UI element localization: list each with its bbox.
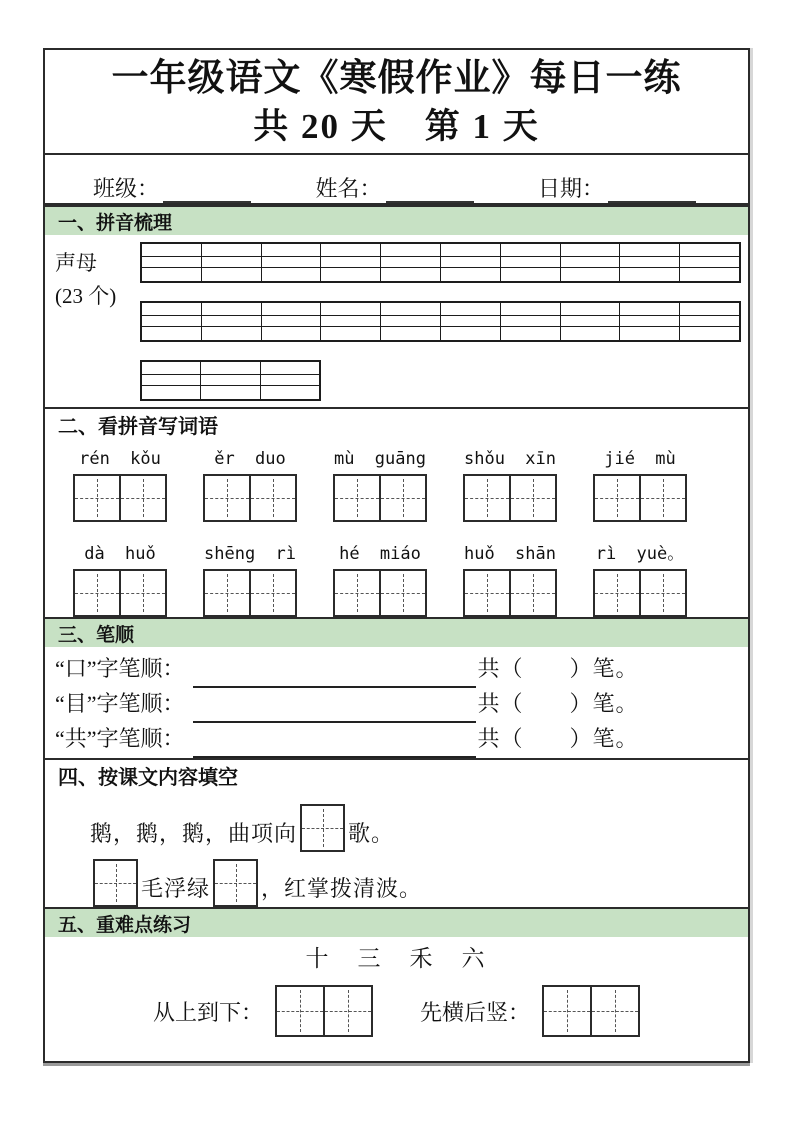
pinyin-grid-cell[interactable] <box>680 244 739 256</box>
writing-box <box>333 569 427 617</box>
pinyin-grid-cell[interactable] <box>262 303 322 315</box>
name-label: 姓名： <box>315 176 382 201</box>
pinyin-label: rén kǒu <box>79 449 161 469</box>
pinyin-grid-cell[interactable] <box>142 244 202 256</box>
section-text-fill <box>45 758 748 907</box>
pinyin-grid-cell[interactable] <box>201 375 260 385</box>
pinyin-word-row-1 <box>45 448 748 522</box>
pinyin-grid-cell[interactable] <box>441 316 501 326</box>
pinyin-grid-cell[interactable] <box>561 268 621 281</box>
student-info-row <box>45 155 748 205</box>
date-label: 日期： <box>537 176 604 201</box>
pinyin-grid-cell[interactable] <box>680 327 739 340</box>
pinyin-label: shǒu xīn <box>464 449 556 469</box>
pinyin-label: rì yuè。 <box>595 544 685 564</box>
pinyin-grid-cell[interactable] <box>142 327 202 340</box>
writing-cell[interactable] <box>121 571 165 615</box>
writing-box <box>73 569 167 617</box>
class-field <box>93 165 251 203</box>
writing-cell[interactable] <box>121 476 165 520</box>
pinyin-grid-cell[interactable] <box>202 257 262 267</box>
name-blank[interactable] <box>386 181 474 203</box>
pinyin-grid-cell[interactable] <box>142 375 201 385</box>
practice-item-top-to-bottom <box>153 985 373 1037</box>
section-pinyin-review <box>45 205 748 407</box>
section-key-practice <box>45 907 748 1037</box>
pinyin-grid-cell[interactable] <box>620 244 680 256</box>
pinyin-grid-cell[interactable] <box>441 303 501 315</box>
stroke-order-list <box>45 647 748 758</box>
section1-header: 一、拼音梳理 <box>45 207 748 235</box>
class-blank[interactable] <box>163 181 251 203</box>
pinyin-word-group <box>73 448 167 522</box>
section5-header: 五、重难点练习 <box>45 909 748 937</box>
writing-cell[interactable] <box>592 987 638 1035</box>
writing-cell[interactable] <box>511 571 555 615</box>
pinyin-label: hé miáo <box>339 544 421 564</box>
writing-cell[interactable] <box>381 571 425 615</box>
stroke-answer-line[interactable] <box>193 686 476 723</box>
stroke-answer-line[interactable] <box>193 651 476 688</box>
pinyin-word-group <box>73 543 167 617</box>
writing-cell[interactable] <box>325 987 371 1035</box>
pinyin-grid-cell[interactable] <box>321 303 381 315</box>
section-stroke-order <box>45 617 748 758</box>
pinyin-grid-cell[interactable] <box>201 362 260 374</box>
pinyin-grid-cell[interactable] <box>261 362 319 374</box>
initials-label-count: (23 个) <box>55 284 117 308</box>
writing-cell[interactable] <box>335 571 381 615</box>
pinyin-grid-cell[interactable] <box>262 316 322 326</box>
writing-cell[interactable] <box>251 571 295 615</box>
pinyin-grid-cell[interactable] <box>262 244 322 256</box>
pinyin-grid-cell[interactable] <box>441 327 501 340</box>
writing-box <box>593 569 687 617</box>
section4-header: 四、按课文内容填空 <box>45 760 748 791</box>
pinyin-grid-cell[interactable] <box>561 316 621 326</box>
pinyin-grid-cell[interactable] <box>501 257 561 267</box>
initials-label-title: 声母 <box>55 251 97 275</box>
stroke-order-item <box>55 686 748 721</box>
stroke-order-item <box>55 651 748 686</box>
pinyin-word-group <box>463 448 557 522</box>
section2-header: 二、看拼音写词语 <box>45 409 748 440</box>
practice-item-horizontal-first <box>420 985 640 1037</box>
pinyin-grid-cell[interactable] <box>620 268 680 281</box>
pinyin-grid-cell[interactable] <box>620 316 680 326</box>
pinyin-grid-cell[interactable] <box>561 257 621 267</box>
name-field <box>315 165 473 203</box>
practice-label: 先横后竖： <box>420 999 531 1025</box>
pinyin-grid-cell[interactable] <box>381 244 441 256</box>
pinyin-grid-cell[interactable] <box>620 257 680 267</box>
class-label: 班级： <box>93 176 160 201</box>
pinyin-label: dà huǒ <box>84 544 156 564</box>
pinyin-label: shēng rì <box>204 544 296 564</box>
pinyin-grid-cell[interactable] <box>321 257 381 267</box>
pinyin-label: ěr duo <box>214 449 286 469</box>
pinyin-grid-cell[interactable] <box>501 303 561 315</box>
worksheet-page <box>43 48 750 1063</box>
pinyin-grid-cell[interactable] <box>142 303 202 315</box>
pinyin-grid-cell[interactable] <box>561 327 621 340</box>
pinyin-grid-1 <box>140 242 741 283</box>
practice-label: 从上到下： <box>152 999 263 1025</box>
pinyin-grid-cell[interactable] <box>381 268 441 281</box>
pinyin-grid-2 <box>140 301 741 342</box>
pinyin-grid-cell[interactable] <box>680 316 739 326</box>
section3-header: 三、笔顺 <box>45 619 748 647</box>
date-blank[interactable] <box>608 181 696 203</box>
fill-text: ，红掌拨清波。 <box>261 875 423 901</box>
writing-cell[interactable] <box>595 571 641 615</box>
pinyin-grid-cell[interactable] <box>381 327 441 340</box>
pinyin-grid-cell[interactable] <box>501 244 561 256</box>
fill-text: 毛浮绿 <box>141 875 211 901</box>
stroke-count-suffix: 共（ ）笔。 <box>477 691 639 716</box>
writing-cell[interactable] <box>205 571 251 615</box>
pinyin-grid-cell[interactable] <box>381 316 441 326</box>
writing-cell[interactable] <box>205 476 251 520</box>
writing-box <box>463 474 557 522</box>
writing-cell[interactable] <box>75 571 121 615</box>
pinyin-grid-cell[interactable] <box>202 303 262 315</box>
writing-box <box>203 569 297 617</box>
pinyin-word-row-2 <box>45 543 748 617</box>
fill-box <box>300 804 345 852</box>
stroke-prefix: “目”字笔顺： <box>55 691 185 716</box>
pinyin-grid-cell[interactable] <box>142 257 202 267</box>
pinyin-grid-cell[interactable] <box>381 303 441 315</box>
section1-content <box>45 235 748 407</box>
pinyin-grid-cell[interactable] <box>561 303 621 315</box>
pinyin-grid-cell[interactable] <box>501 327 561 340</box>
writing-box <box>203 474 297 522</box>
writing-cell[interactable] <box>465 571 511 615</box>
pinyin-grid-3 <box>140 360 321 401</box>
writing-box <box>73 474 167 522</box>
pinyin-word-group <box>593 543 687 617</box>
fill-box <box>93 859 138 907</box>
pinyin-grid-cell[interactable] <box>561 244 621 256</box>
writing-cell[interactable] <box>595 476 641 520</box>
pinyin-grid-cell[interactable] <box>261 386 319 399</box>
stroke-count-suffix: 共（ ）笔。 <box>477 656 639 681</box>
pinyin-grid-cell[interactable] <box>201 386 260 399</box>
date-field <box>538 165 696 203</box>
pinyin-grid-cell[interactable] <box>142 386 201 399</box>
pinyin-grid-cell[interactable] <box>142 362 201 374</box>
practice-row <box>45 985 748 1037</box>
writing-cell[interactable] <box>641 571 685 615</box>
pinyin-word-group <box>203 448 297 522</box>
writing-cell[interactable] <box>215 861 256 905</box>
writing-box <box>333 474 427 522</box>
writing-cell[interactable] <box>511 476 555 520</box>
pinyin-word-group <box>203 543 297 617</box>
section-pinyin-words <box>45 407 748 617</box>
worksheet-title: 一年级语文《寒假作业》每日一练 <box>111 58 682 99</box>
writing-cell[interactable] <box>95 861 136 905</box>
pinyin-grid-cell[interactable] <box>262 327 322 340</box>
pinyin-grid-cell[interactable] <box>381 257 441 267</box>
pinyin-grid-cell[interactable] <box>321 244 381 256</box>
writing-cell[interactable] <box>465 476 511 520</box>
pinyin-grid-cell[interactable] <box>142 268 202 281</box>
pinyin-word-group <box>463 543 557 617</box>
pinyin-grid-cell[interactable] <box>321 327 381 340</box>
pinyin-grid-cell[interactable] <box>680 303 739 315</box>
pinyin-word-group <box>333 543 427 617</box>
pinyin-grid-cell[interactable] <box>441 268 501 281</box>
writing-box <box>593 474 687 522</box>
writing-cell[interactable] <box>302 806 343 850</box>
writing-cell[interactable] <box>641 476 685 520</box>
stroke-prefix: “口”字笔顺： <box>55 656 185 681</box>
pinyin-word-group <box>333 448 427 522</box>
writing-box <box>463 569 557 617</box>
writing-cell[interactable] <box>335 476 381 520</box>
pinyin-grid-cell[interactable] <box>262 257 322 267</box>
stroke-order-item <box>55 721 748 756</box>
pinyin-grid-cell[interactable] <box>261 375 319 385</box>
fill-box <box>213 859 258 907</box>
pinyin-grid-cell[interactable] <box>680 268 739 281</box>
worksheet-subtitle: 共 20 天 第 1 天 <box>253 107 540 146</box>
pinyin-grid-cell[interactable] <box>202 244 262 256</box>
practice-characters: 十 三 禾 六 <box>305 946 488 971</box>
writing-cell[interactable] <box>381 476 425 520</box>
pinyin-label: huǒ shān <box>464 544 556 564</box>
pinyin-grid-cell[interactable] <box>680 257 739 267</box>
pinyin-grid-cell[interactable] <box>321 268 381 281</box>
pinyin-word-group <box>593 448 687 522</box>
writing-cell[interactable] <box>251 476 295 520</box>
title-block <box>45 50 748 155</box>
pinyin-grid-cell[interactable] <box>441 244 501 256</box>
stroke-count-suffix: 共（ ）笔。 <box>477 726 639 751</box>
fill-line-1 <box>45 804 748 852</box>
writing-box <box>542 985 640 1037</box>
pinyin-grid-cell[interactable] <box>321 316 381 326</box>
pinyin-grid-cell[interactable] <box>620 327 680 340</box>
pinyin-grid-cell[interactable] <box>202 268 262 281</box>
pinyin-label: jié mù <box>604 449 676 469</box>
stroke-answer-line[interactable] <box>193 721 476 758</box>
writing-cell[interactable] <box>544 987 592 1035</box>
pinyin-grid-cell[interactable] <box>262 268 322 281</box>
writing-cell[interactable] <box>277 987 325 1035</box>
fill-line-2 <box>45 859 748 907</box>
pinyin-grid-cell[interactable] <box>441 257 501 267</box>
fill-text: 歌。 <box>348 820 395 846</box>
pinyin-grid-cell[interactable] <box>501 316 561 326</box>
pinyin-grid-cell[interactable] <box>620 303 680 315</box>
pinyin-grid-cell[interactable] <box>142 316 202 326</box>
fill-text: 鹅，鹅，鹅，曲项向 <box>90 820 298 846</box>
writing-cell[interactable] <box>75 476 121 520</box>
pinyin-grid-cell[interactable] <box>501 268 561 281</box>
pinyin-grid-cell[interactable] <box>202 316 262 326</box>
pinyin-grid-cell[interactable] <box>202 327 262 340</box>
stroke-prefix: “共”字笔顺： <box>55 726 185 751</box>
initials-side-label <box>55 247 116 313</box>
pinyin-label: mù guāng <box>334 449 426 469</box>
writing-box <box>275 985 373 1037</box>
